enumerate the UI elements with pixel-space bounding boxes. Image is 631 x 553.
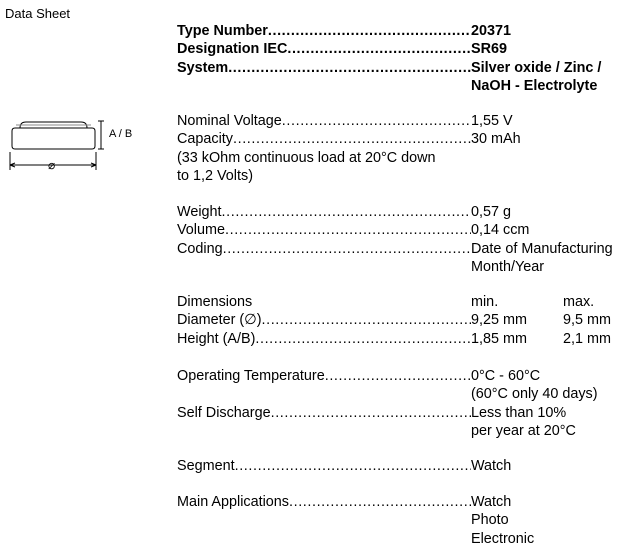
application-item: Electronic (471, 530, 535, 547)
voltage-label: Nominal Voltage ..... (177, 112, 471, 130)
capacity-note-2: to 1,2 Volts) (177, 167, 253, 184)
voltage-value: 1,55 V (471, 113, 513, 129)
segment-value: Watch (471, 458, 512, 474)
dimensions-max-label: max. (563, 294, 595, 310)
applications-label: Main Applications ..... (177, 493, 471, 511)
type-number-label: Type Number ..... (177, 22, 471, 40)
self-discharge-label: Self Discharge ..... (177, 404, 471, 422)
volume-label: Volume ..... (177, 221, 471, 239)
capacity-note-1: (33 kOhm continuous load at 20°C down (177, 149, 436, 166)
application-item: Photo (471, 512, 509, 529)
coding-label: Coding ..... (177, 240, 471, 258)
diameter-symbol: ⌀ (48, 158, 56, 172)
height-label: A / B (109, 128, 133, 140)
capacity-value: 30 mAh (471, 131, 521, 148)
system-value-2: NaOH - Electrolyte (471, 77, 598, 94)
temperature-value-2: (60°C only 40 days) (471, 386, 598, 403)
weight-label: Weight ..... (177, 203, 471, 221)
diameter-max: 9,5 mm (563, 312, 611, 329)
height-max: 2,1 mm (563, 330, 611, 347)
system-label: System ..... (177, 59, 471, 77)
designation-label: Designation IEC ..... (177, 40, 471, 58)
capacity-label: Capacity ..... (177, 130, 471, 148)
segment-label: Segment ..... (177, 457, 471, 475)
temperature-label: Operating Temperature ..... (177, 367, 471, 385)
diameter-label: Diameter (∅) ..... (177, 311, 471, 329)
document-label: Data Sheet (5, 6, 71, 21)
application-item: Watch (471, 494, 512, 510)
diameter-min: 9,25 mm (471, 312, 527, 329)
battery-diagram (0, 108, 150, 178)
height-min: 1,85 mm (471, 330, 527, 347)
self-discharge-value: Less than 10% (471, 404, 567, 421)
weight-value: 0,57 g (471, 204, 512, 220)
type-number-value: 20371 (471, 23, 512, 39)
temperature-value: 0°C - 60°C (471, 368, 541, 384)
self-discharge-value-2: per year at 20°C (471, 422, 576, 439)
coding-value: Date of Manufacturing (471, 240, 613, 257)
designation-value: SR69 (471, 41, 507, 58)
dimensions-title: Dimensions (177, 294, 253, 310)
system-value: Silver oxide / Zinc / (471, 59, 602, 76)
coding-value-2: Month/Year (471, 258, 545, 275)
volume-value: 0,14 ccm (471, 222, 530, 239)
dimensions-min-label: min. (471, 294, 499, 310)
height-label-row: Height (A/B) ..... (177, 330, 471, 348)
